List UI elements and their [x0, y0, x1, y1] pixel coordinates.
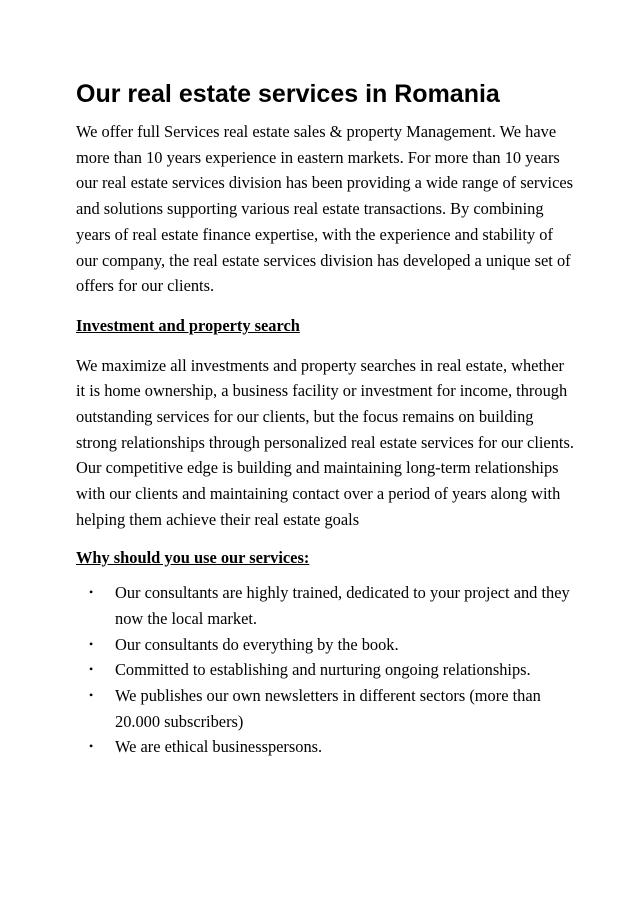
- bullet-icon: •: [89, 688, 94, 703]
- list-item: [76, 632, 576, 658]
- list-item-text: We are ethical businesspersons.: [115, 737, 323, 757]
- page-title: Our real estate services in Romania: [76, 80, 500, 108]
- list-item: [76, 580, 576, 631]
- list-item: [76, 657, 576, 683]
- list-item: [76, 734, 576, 760]
- section-heading-investment: Investment and property search: [76, 315, 300, 335]
- bullet-icon: •: [89, 636, 94, 651]
- list-item-text: Our consultants are highly trained, dedicated to your project and they now the local market.: [115, 583, 570, 628]
- investment-paragraph: We maximize all investments and property searches in real estate, whether it is home ownership, a business facility or investment for income, through outstanding services for our clients, but the focus remains on building strong relationships through personalized real estate services for our clients. Our competitive edge is building and maintaining long-term relationships with our clients and maintaining contact over a period of years along with helping them achieve their real estate goals: [76, 355, 574, 529]
- list-item-text: Committed to establishing and nurturing ongoing relationships.: [115, 660, 531, 680]
- document-page: [76, 78, 576, 760]
- section-heading-why-us: Why should you use our services:: [76, 547, 310, 567]
- services-list: [76, 580, 576, 760]
- intro-paragraph: We offer full Services real estate sales & property Management. We have more than 10 years experience in eastern markets. For more than 10 years our real estate services division has been providing a wide range of services and solutions supporting various real estate transactions. By combining years of real estate finance expertise, with the experience and stability of our company, the real estate services division has developed a unique set of offers for our clients.: [76, 122, 574, 296]
- bullet-icon: •: [89, 585, 94, 600]
- list-item-text: We publishes our own newsletters in different sectors (more than 20.000 subscribers): [115, 686, 541, 731]
- bullet-icon: •: [89, 662, 94, 677]
- list-item-text: Our consultants do everything by the book.: [115, 634, 399, 654]
- bullet-icon: •: [89, 739, 94, 754]
- list-item: [76, 683, 576, 734]
